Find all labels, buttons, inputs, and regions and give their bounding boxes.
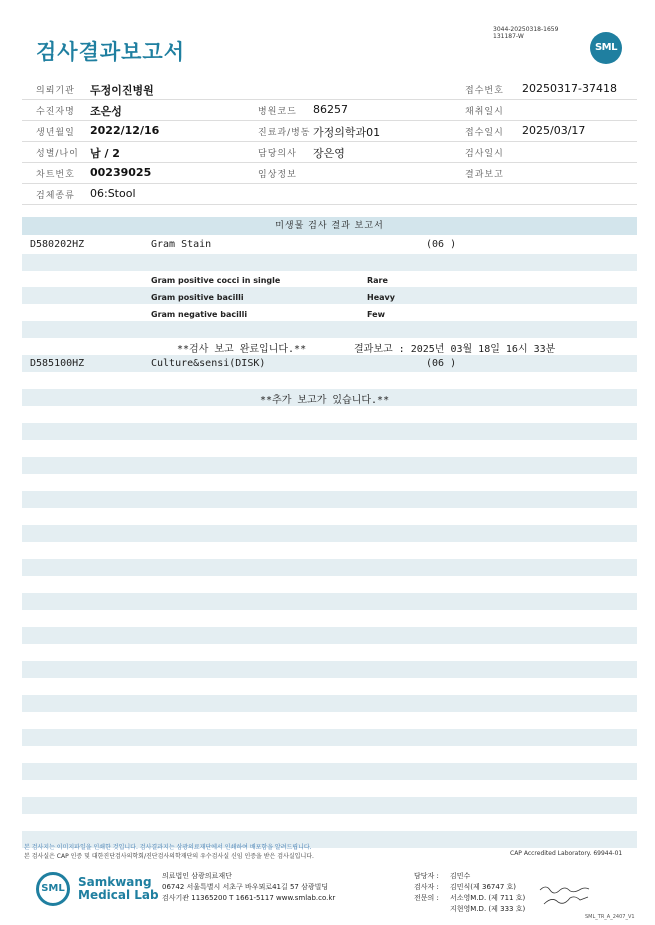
patient-info-row: [22, 100, 637, 121]
field-label: 채취일시: [465, 107, 504, 117]
sml-logo: SML: [590, 32, 622, 64]
patient-info-row: [22, 142, 637, 163]
form-code: SML_TR_A_2407_V1: [585, 914, 635, 920]
row-band: [22, 491, 637, 508]
patient-info-row: [22, 184, 637, 205]
row-band: [22, 661, 637, 678]
patient-info-row: [22, 163, 637, 184]
sml-logo-mark: SML: [36, 872, 70, 906]
field-value: 06:Stool: [90, 187, 136, 200]
field-value: 2022/12/16: [90, 124, 160, 137]
row-band: [22, 254, 637, 271]
row-band: [22, 355, 637, 372]
test2-name: Culture&sensi(DISK): [151, 358, 266, 369]
field-label: 접수번호: [465, 86, 504, 96]
results-header: 미생물 검사 결과 보고서: [22, 217, 637, 235]
test1-specimen: (06 ): [426, 239, 457, 250]
organization-info: [162, 871, 335, 904]
field-label: 결과보고: [465, 170, 504, 180]
cap-accreditation: CAP Accredited Laboratory. 69944-01: [510, 850, 623, 857]
row-band: [22, 593, 637, 610]
gram-result-2: Heavy: [367, 293, 395, 302]
org-name: 의료법인 삼광의료재단: [162, 872, 232, 880]
staff-list: [414, 871, 525, 915]
test1-name: Gram Stain: [151, 239, 212, 250]
patient-info-row: [22, 121, 637, 142]
field-value: 두정이진병원: [90, 84, 154, 97]
brand-line-1: Samkwang: [78, 875, 152, 889]
field-value: 장은영: [313, 147, 345, 160]
row-band: [22, 525, 637, 542]
staff-entry: [414, 904, 525, 915]
signature-marks: [538, 880, 598, 910]
org-contact: 검사기관 11365200 T 1661-5117 www.smlab.co.kr: [162, 894, 336, 902]
field-label: 성별/나이: [36, 149, 79, 159]
field-value: 2025/03/17: [522, 124, 586, 137]
staff-entry: [414, 893, 525, 904]
field-label: 생년월일: [36, 128, 75, 138]
field-label: 접수일시: [465, 128, 504, 138]
gram-finding-3: Gram negative bacilli: [151, 310, 248, 319]
complete-message: **검사 보고 완료입니다.**: [177, 344, 307, 355]
field-label: 차트번호: [36, 170, 75, 180]
field-value: 조은성: [90, 105, 122, 118]
report-time: 결과보고 : 2025년 03월 18일 16시 33분: [354, 344, 556, 355]
brand-line-2: Medical Lab: [78, 888, 159, 902]
staff-name: 서소영M.D. (제 711 호): [450, 894, 526, 902]
field-label: 병원코드: [258, 107, 297, 117]
field-label: 담당의사: [258, 149, 297, 159]
field-label: 검사일시: [465, 149, 504, 159]
test1-code: D580202HZ: [30, 239, 85, 250]
test2-specimen: (06 ): [426, 358, 457, 369]
row-band: [22, 695, 637, 712]
staff-role: 담당자 :: [414, 872, 439, 880]
field-value: 20250317-37418: [522, 82, 617, 95]
field-label: 임상정보: [258, 170, 297, 180]
row-band: [22, 729, 637, 746]
patient-info-row: [22, 79, 637, 100]
staff-name: 김민식(제 36747 호): [450, 883, 516, 891]
staff-role: 전문의 :: [414, 894, 439, 902]
row-band: [22, 457, 637, 474]
field-value: 86257: [313, 103, 348, 116]
gram-result-1: Rare: [367, 276, 388, 285]
field-label: 수진자명: [36, 107, 75, 117]
gram-finding-2: Gram positive bacilli: [151, 293, 244, 302]
row-band: [22, 321, 637, 338]
gram-result-3: Few: [367, 310, 385, 319]
document-id: 3044-20250318-1659 131187-W: [493, 26, 559, 40]
staff-role: 검사자 :: [414, 883, 439, 891]
field-value: 남 / 2: [90, 147, 120, 160]
field-label: 검체종류: [36, 191, 75, 201]
field-label: 의뢰기관: [36, 86, 75, 96]
staff-name: 김민수: [450, 872, 471, 880]
accreditation-notice: 본 검사실은 CAP 인증 및 대한진단검사의학회/진단검사의학재단의 우수검사실 신임 인증을 받은 검사실입니다.: [24, 853, 314, 860]
row-band: [22, 763, 637, 780]
row-band: [22, 287, 637, 304]
row-band: [22, 423, 637, 440]
staff-name: 지현영M.D. (제 333 호): [450, 905, 526, 913]
row-band: [22, 797, 637, 814]
test2-code: D585100HZ: [30, 358, 85, 369]
staff-entry: [414, 871, 525, 882]
field-value: 00239025: [90, 166, 152, 179]
report-title: 검사결과보고서: [36, 40, 186, 64]
staff-entry: [414, 882, 525, 893]
gram-finding-1: Gram positive cocci in single: [151, 276, 281, 285]
field-value: 가정의학과01: [313, 126, 381, 139]
print-notice: 본 검사지는 이미지파일을 인쇄한 것입니다. 검사결과지는 삼광의료재단에서 인쇄하여 배포함을 알려드립니다.: [24, 844, 312, 851]
row-band: [22, 559, 637, 576]
row-band: [22, 627, 637, 644]
additional-report-message: **추가 보고가 있습니다.**: [260, 395, 390, 406]
org-address: 06742 서울특별시 서초구 바우뫼로41길 57 삼광빌딩: [162, 883, 329, 891]
field-label: 진료과/병동: [258, 128, 311, 138]
